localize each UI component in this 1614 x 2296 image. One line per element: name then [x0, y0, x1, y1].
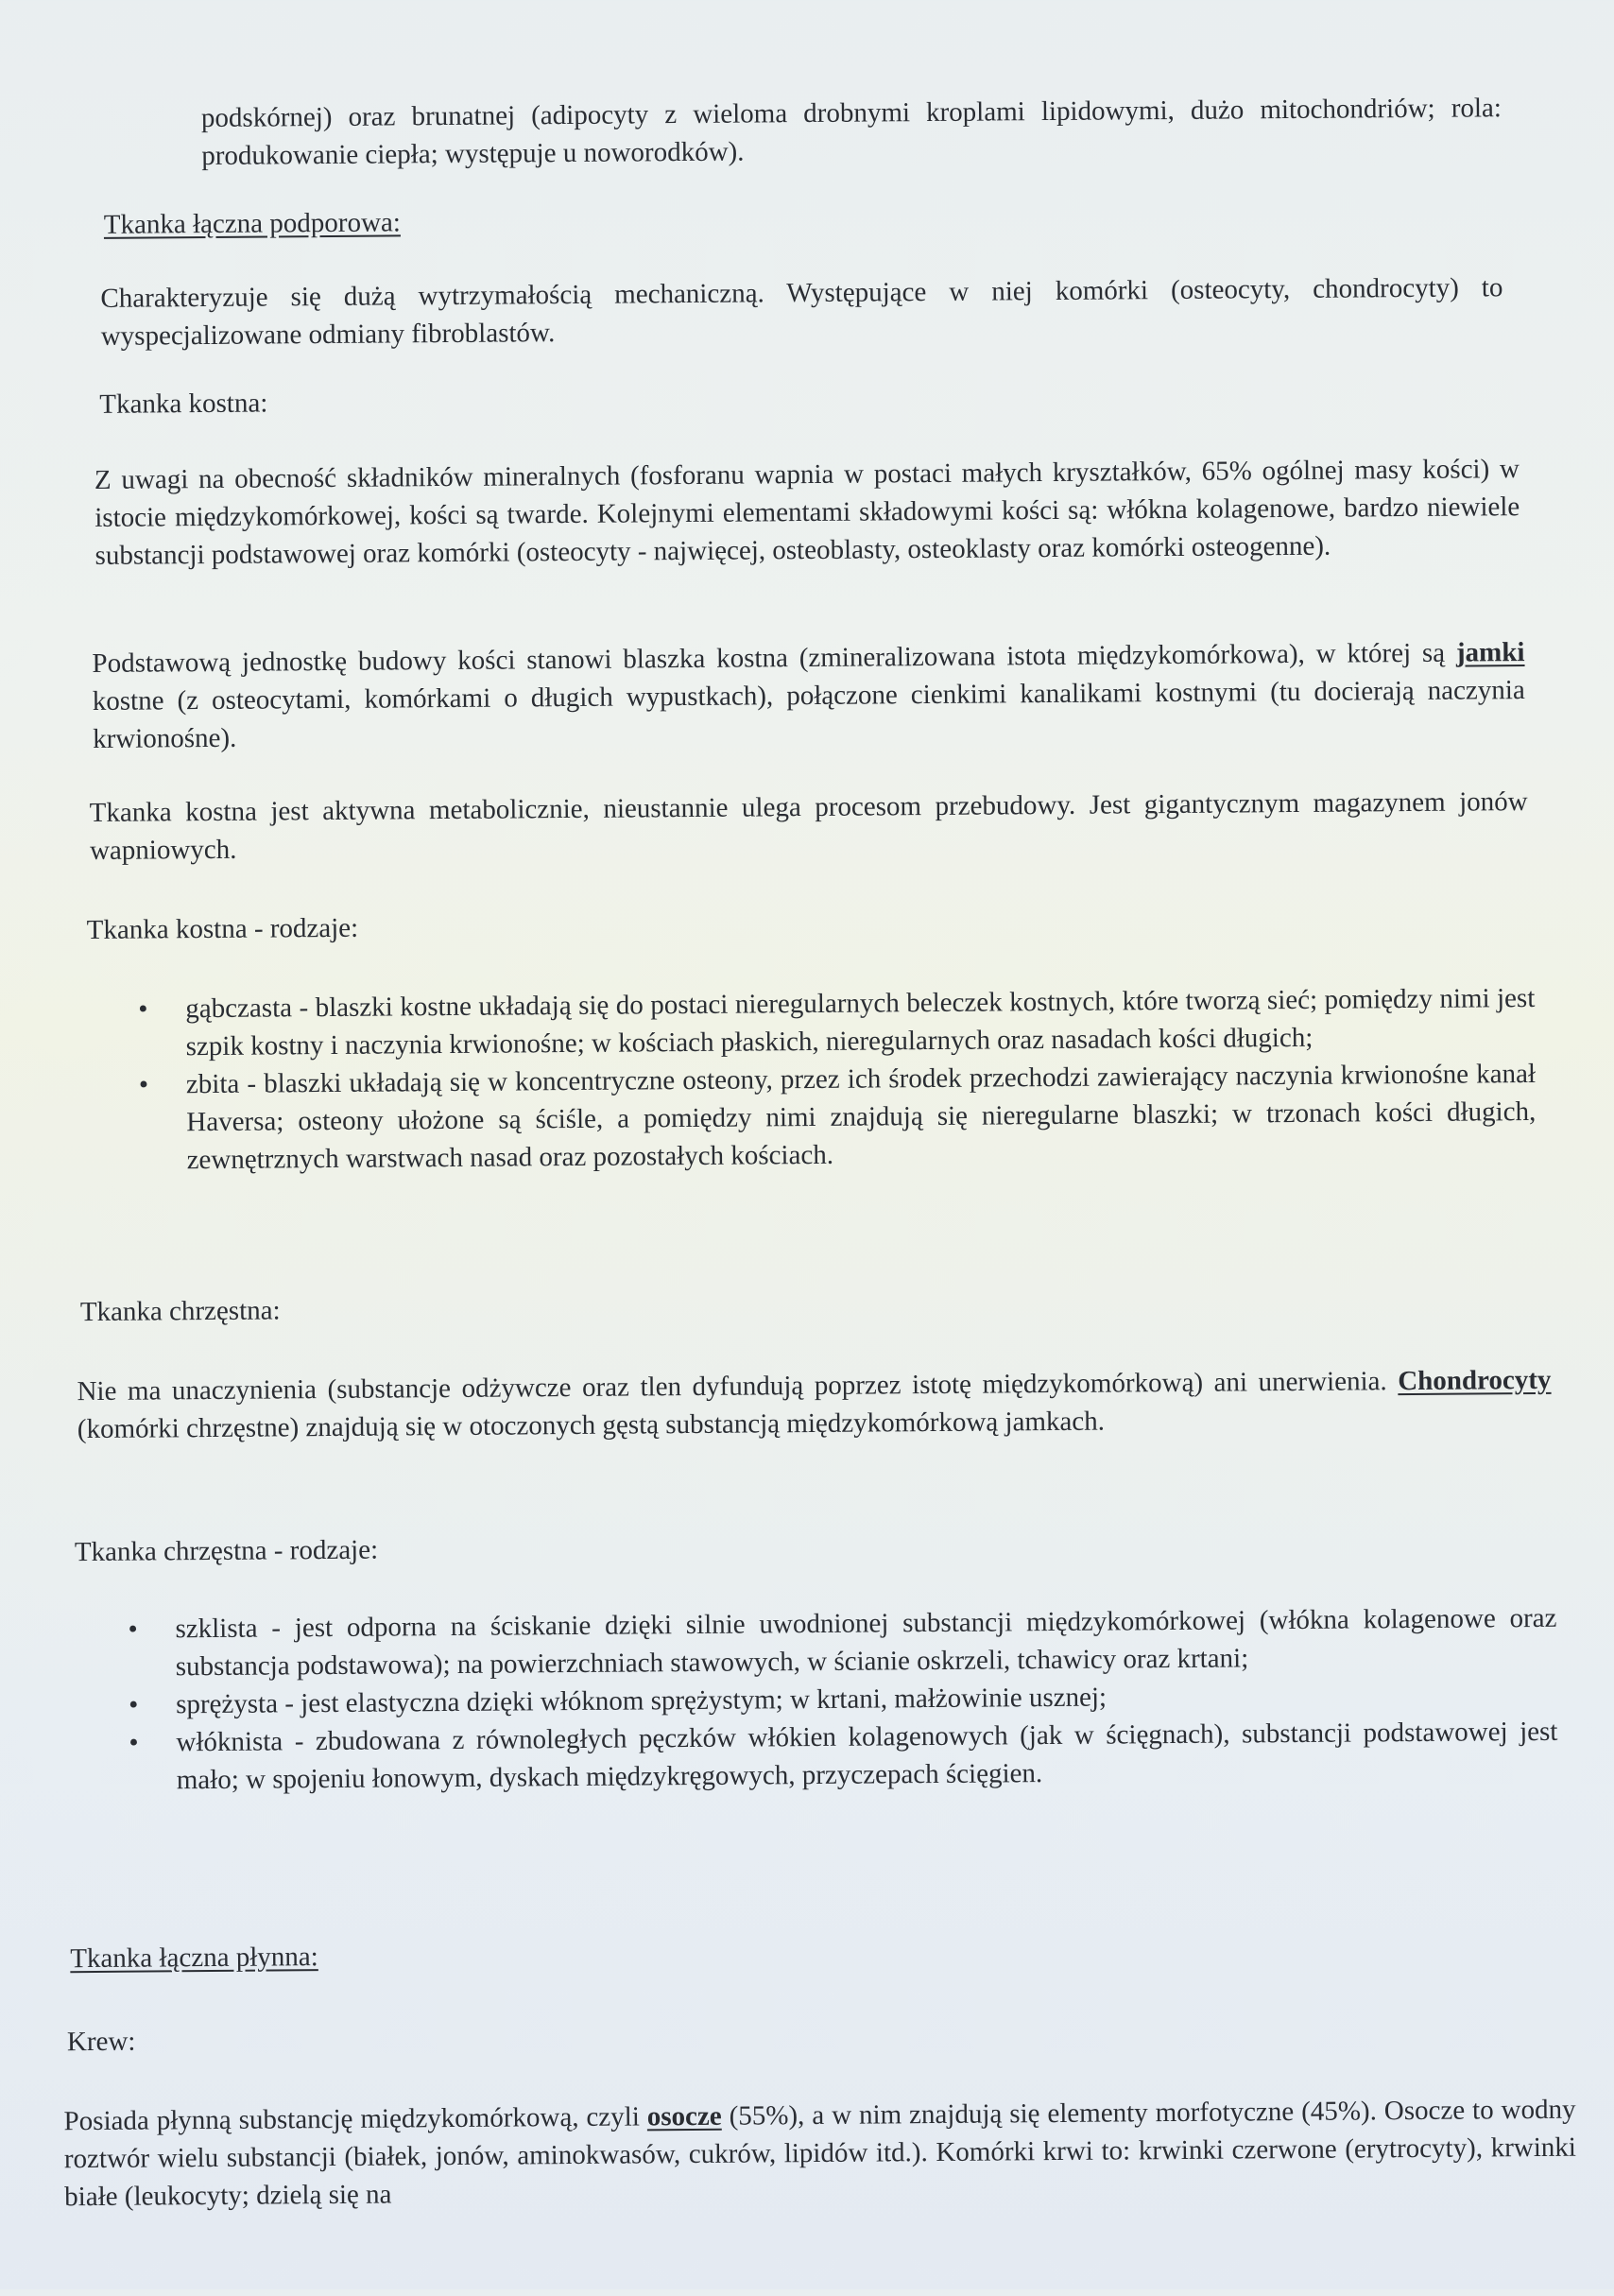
krew-paragraph: Posiada płynną substancję międzykomórkową, czyli osocze (55%), a w nim znajdują się elementy morfotyczne (45%). Osocze to wodny roztwór wielu substancji (białek, jonów, aminokwasów, cukrów, lipidów itd.). Komórki krwi to: krwinki czerwone (erytrocyty), krwinki białe (leukocyty; dzielą się na	[63, 2094, 1576, 2213]
kostna-paragraph-2: Podstawową jednostkę budowy kości stanowi blaszka kostna (zmineralizowana istota międzykomórkowa), w której są jamki kostne (z osteocytami, komórkami o długich wypustkach), połączone cienkimi kanalikami kostnymi (tu docierają naczynia krwionośne).	[92, 637, 1525, 754]
bullet-icon: •	[138, 993, 148, 1025]
bullet-icon: •	[128, 1614, 138, 1645]
term-jamki: jamki	[1455, 637, 1525, 668]
list-item: • sprężysta - jest elastyczna dzięki włóknom sprężystym; w krtani, małżowinie usznej;	[176, 1675, 1557, 1723]
intro-paragraph: podskórnej) oraz brunatnej (adipocyty z wieloma drobnymi kroplami lipidowymi, dużo mitochondriów; rola: produkowanie ciepła; występuje u noworodków).	[200, 93, 1502, 172]
bullet-icon: •	[129, 1689, 139, 1720]
term-osocze: osocze	[646, 2100, 722, 2132]
heading-krew: Krew:	[66, 2026, 136, 2058]
bullet-icon: •	[138, 1069, 149, 1100]
heading-tkanka-podporowa: Tkanka łączna podporowa:	[103, 207, 401, 240]
term-chondrocyty: Chondrocyty	[1398, 1364, 1552, 1397]
list-item: • włóknista - zbudowana z równoległych pęczków włókien kolagenowych (jak w ścięgnach), substancji podstawowej jest mało; w spojeniu łonowym, dyskach międzykręgowych, przyczepach ścięgien.	[129, 1716, 1558, 1796]
list-item: • szklista - jest odporna na ściskanie dzięki silnie uwodnionej substancji międzykomórkowej (włókna kolagenowe oraz substancja podstawowa); na powierzchniach stawowych, w ścianie oskrzeli, tchawicy oraz krtani;	[128, 1602, 1557, 1683]
heading-tkanka-kostna: Tkanka kostna:	[99, 388, 268, 420]
kostna-paragraph-3: Tkanka kostna jest aktywna metabolicznie, nieustannie ulega procesom przebudowy. Jest gigantycznym magazynem jonów wapniowych.	[89, 786, 1528, 866]
chrzestna-rodzaje-list	[128, 1599, 1558, 1799]
list-item: • gąbczasta - blaszki kostne układają się do postaci nieregularnych beleczek kostnych, które tworzą sieć; pomiędzy nimi jest szpik kostny i naczynia krwionośne; w kościach płaskich, nieregularnych oraz nasadach kości długich;	[138, 982, 1536, 1062]
chrzestna-paragraph: Nie ma unaczynienia (substancje odżywcze oraz tlen dyfundują poprzez istotę międzykomórkową) ani unerwienia. Chondrocyty (komórki chrzęstne) znajdują się w otoczonych gęstą substancją międzykomórkową jamkach.	[77, 1364, 1552, 1445]
podporowa-paragraph: Charakteryzuje się dużą wytrzymałością mechaniczną. Występujące w niej komórki (osteocyty, chondrocyty) to wyspecjalizowane odmiany fibroblastów.	[100, 272, 1503, 352]
heading-tkanka-chrzestna-rodzaje: Tkanka chrzęstna - rodzaje:	[74, 1534, 379, 1568]
kostna-rodzaje-list	[138, 979, 1537, 1179]
list-item: • zbita - blaszki układają się w koncentryczne osteony, przez ich środek przechodzi zawierający naczynia krwionośne kanał Haversa; osteony ułożone są ściśle, a pomiędzy nimi znajdują się nieregularne blaszki; w trzonach kości długich, zewnętrznych warstwach nasad oraz pozostałych kościach.	[138, 1058, 1537, 1176]
heading-tkanka-chrzestna: Tkanka chrzęstna:	[79, 1295, 281, 1328]
kostna-paragraph-1: Z uwagi na obecność składników mineralnych (fosforanu wapnia w postaci małych kryształków, 65% ogólnej masy kości) w istocie międzykomórkowej, kości są twarde. Kolejnymi elementami składowymi kości są: włókna kolagenowe, bardzo niewiele substancji podstawowej oraz komórki (osteocyty - najwięcej, osteoblasty, osteoklasty oraz komórki osteogenne).	[94, 454, 1520, 571]
bullet-icon: •	[129, 1727, 139, 1758]
heading-tkanka-plynna: Tkanka łączna płynna:	[70, 1942, 318, 1975]
heading-tkanka-kostna-rodzaje: Tkanka kostna - rodzaje:	[86, 912, 359, 946]
